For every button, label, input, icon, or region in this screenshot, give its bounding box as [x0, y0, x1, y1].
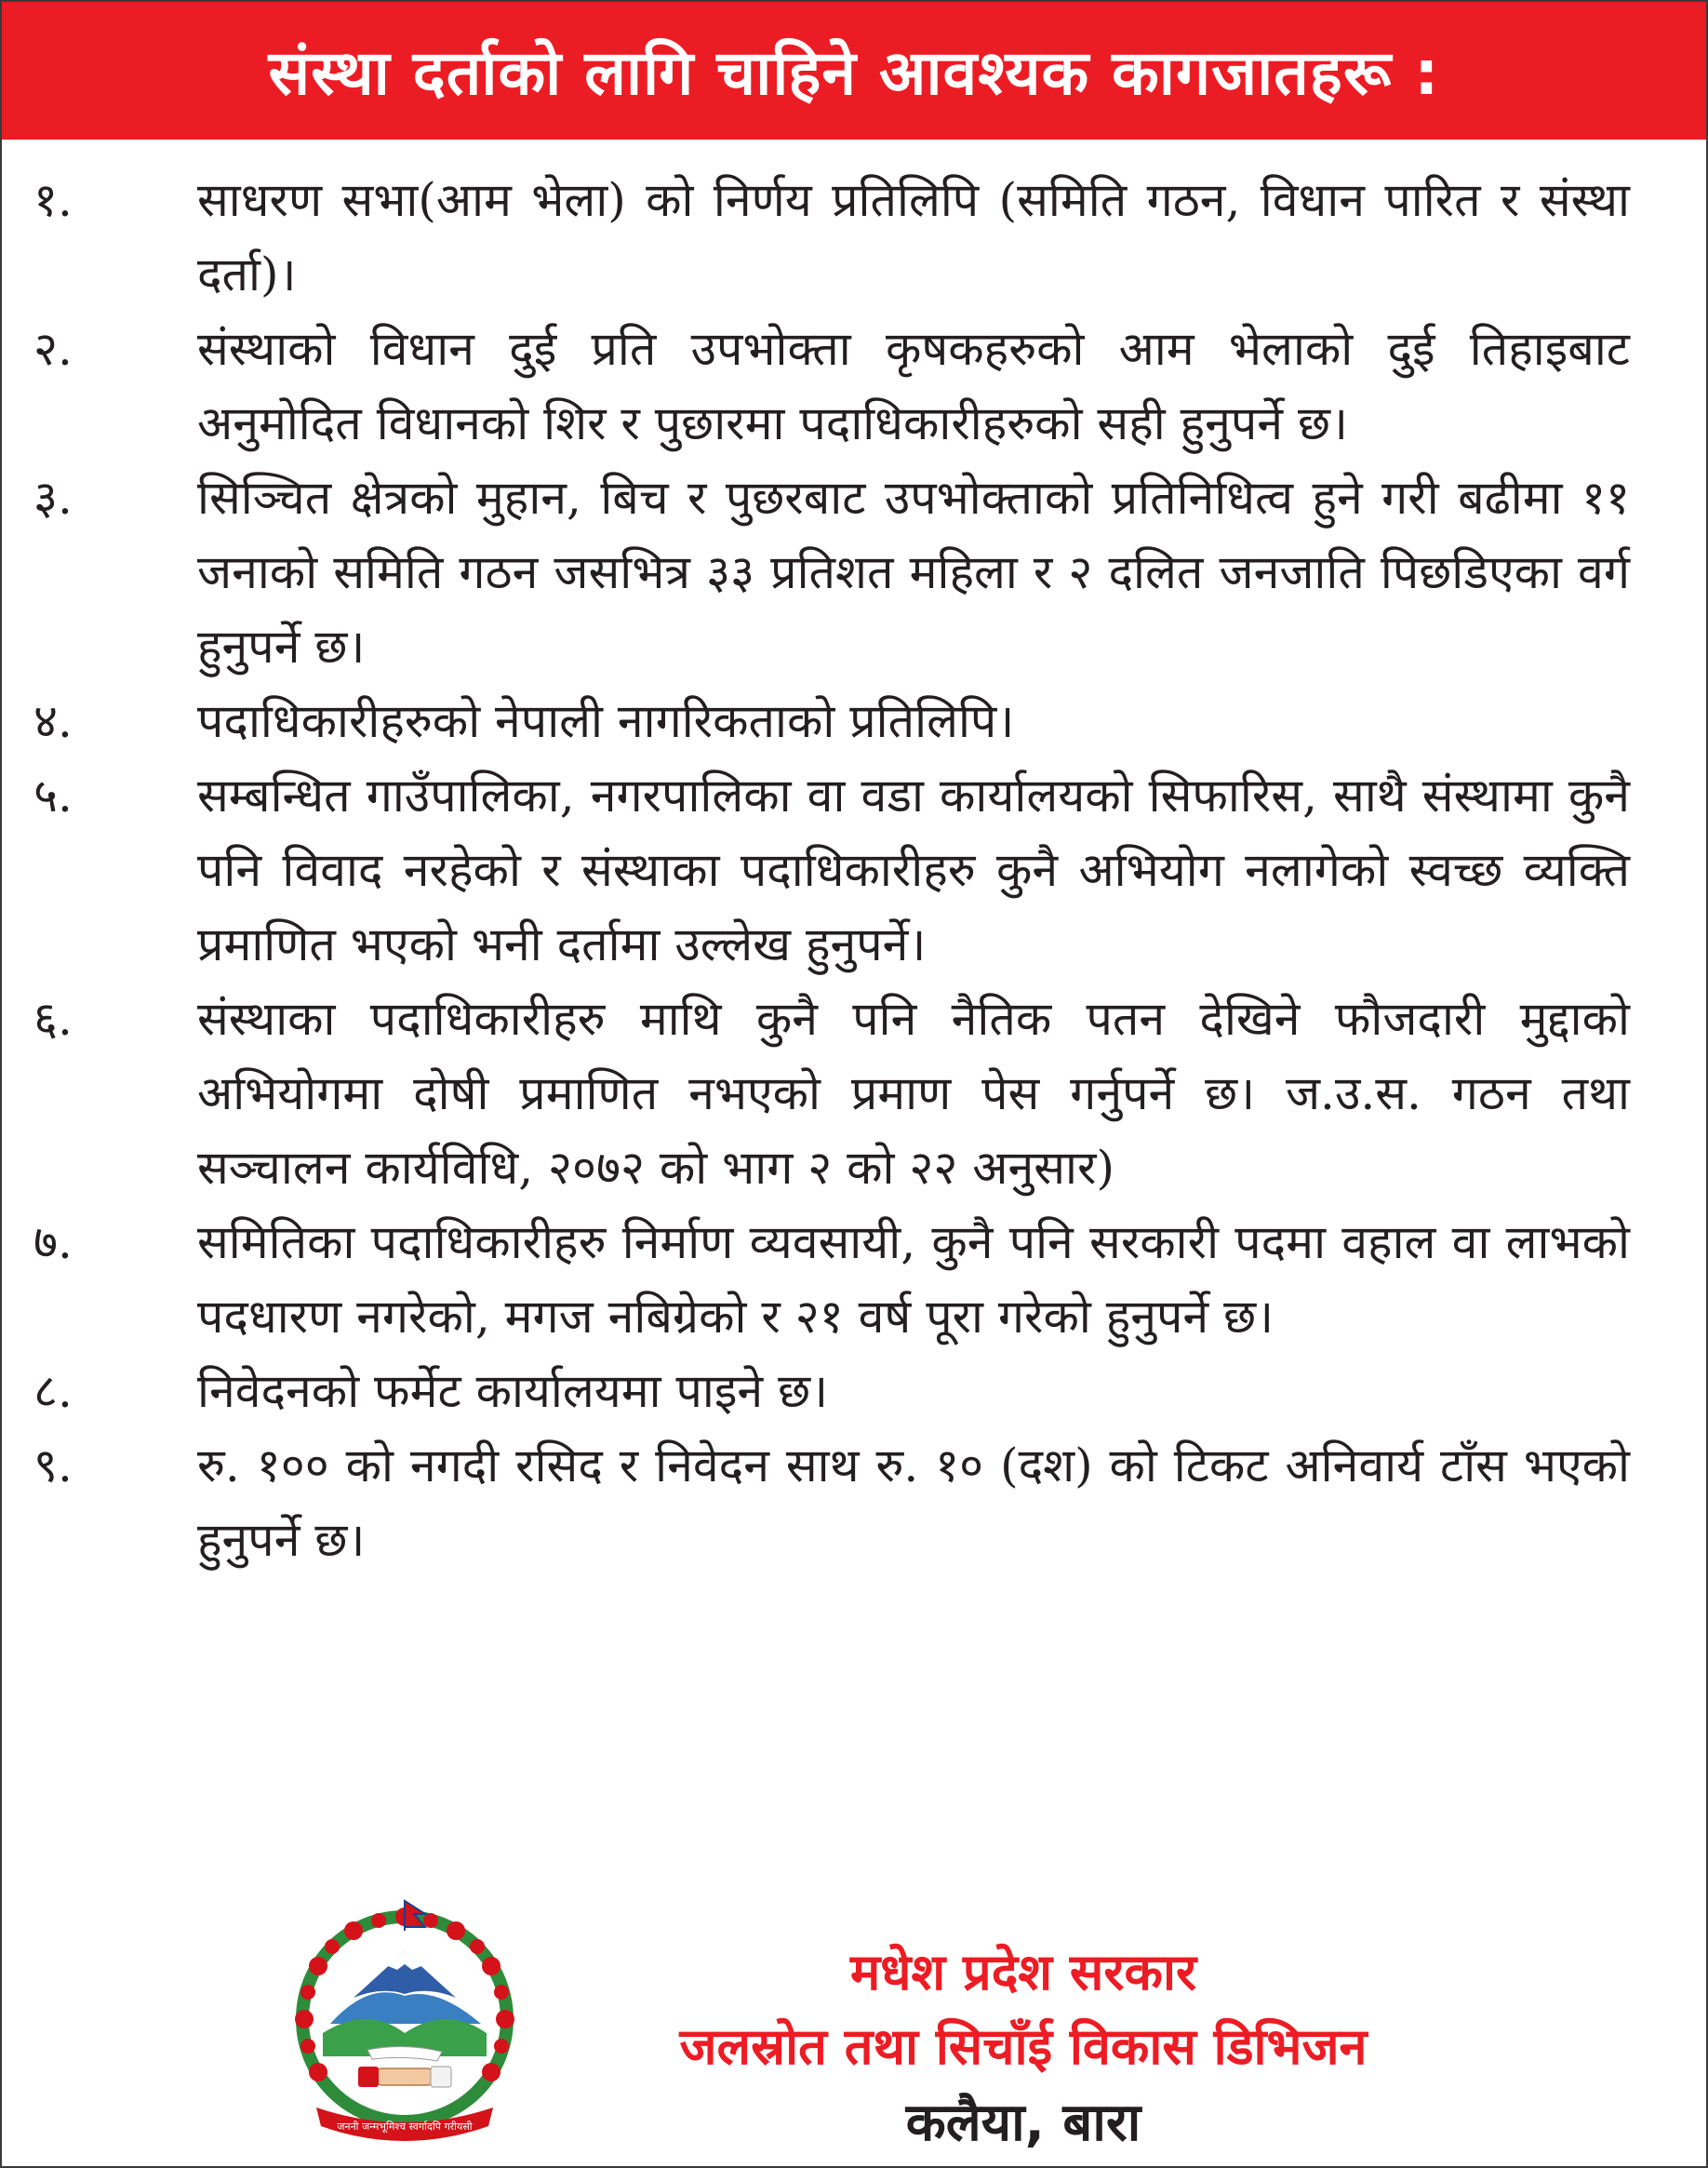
list-item: [0, 1205, 1708, 1354]
item-text: सम्बन्धित गाउँपालिका, नगरपालिका वा वडा कार्यालयको सिफारिस, साथै संस्थामा कुनै पनि विवाद नरहेको र संस्थाका पदाधिकारीहरु कुनै अभियोग नलागेको स्वच्छ व्यक्ति प्रमाणित भएको भनी दर्तामा उल्लेख हुनुपर्ने।: [197, 769, 1630, 971]
office-block: [605, 1935, 1442, 2162]
item-text: साधरण सभा(आम भेला) को निर्णय प्रतिलिपि (समिति गठन, विधान पारित र संस्था दर्ता)।: [197, 173, 1630, 301]
item-number: ६.: [33, 992, 73, 1046]
government-name: मधेश प्रदेश सरकार: [849, 1943, 1197, 2001]
item-number: २.: [33, 322, 73, 376]
item-text: रु. १०० को नगदी रसिद र निवेदन साथ रु. १० (दश) को टिकट अनिवार्य टाँस भएको हुनुपर्ने छ।: [197, 1439, 1630, 1567]
list-item: [0, 312, 1708, 461]
list-item: [0, 684, 1708, 758]
page-title: संस्था दर्ताको लागि चाहिने आवश्यक कागजातहरू :: [268, 37, 1440, 109]
list-item: [0, 758, 1708, 982]
emblem-motto: जननी जन्मभूमिश्च स्वर्गादपि गरीयसी: [337, 2121, 473, 2133]
item-number: ५.: [33, 769, 73, 823]
item-number: ४.: [33, 694, 73, 748]
list-item: [0, 461, 1708, 684]
footer: [0, 1894, 1708, 2168]
item-number: ३.: [33, 471, 73, 525]
item-number: ९.: [33, 1439, 73, 1492]
office-location: कलैया, बारा: [905, 2093, 1141, 2153]
list-item: [0, 982, 1708, 1205]
list-item: [0, 1354, 1708, 1428]
item-number: ७.: [33, 1215, 73, 1269]
item-text: समितिका पदाधिकारीहरु निर्माण व्यवसायी, कुनै पनि सरकारी पदमा वहाल वा लाभको पदधारण नगरेको, मगज नबिग्रेको र २१ वर्ष पूरा गरेको हुनुपर्ने छ।: [197, 1215, 1630, 1344]
list-item: [0, 163, 1708, 312]
item-number: ८.: [33, 1364, 73, 1418]
item-text: सिञ्चित क्षेत्रको मुहान, बिच र पुछरबाट उपभोक्ताको प्रतिनिधित्व हुने गरी बढीमा ११ जनाको समिति गठन जसभित्र ३३ प्रतिशत महिला र २ दलित जनजाति पिछडिएका वर्ग हुनुपर्ने छ।: [197, 471, 1630, 674]
item-text: संस्थाको विधान दुई प्रति उपभोक्ता कृषकहरुको आम भेलाको दुई तिहाइबाट अनुमोदित विधानको शिर र पुछारमा पदाधिकारीहरुको सही हुनुपर्ने छ।: [197, 322, 1630, 450]
item-number: १.: [33, 173, 73, 227]
nepal-emblem-icon: [265, 1894, 544, 2154]
item-text: संस्थाका पदाधिकारीहरु माथि कुनै पनि नैतिक पतन देखिने फौजदारी मुद्दाको अभियोगमा दोषी प्रमाणित नभएको प्रमाण पेस गर्नुपर्ने छ। ज.उ.स. गठन तथा सञ्चालन कार्यविधि, २०७२ को भाग २ को २२ अनुसार): [197, 992, 1630, 1195]
division-name: जलस्रोत तथा सिचाँई विकास डिभिजन: [679, 2017, 1368, 2076]
list-item: [0, 1428, 1708, 1577]
item-text: पदाधिकारीहरुको नेपाली नागरिकताको प्रतिलिपि।: [197, 694, 1015, 748]
item-text: निवेदनको फर्मेट कार्यालयमा पाइने छ।: [197, 1364, 829, 1418]
requirements-list: [0, 163, 1708, 1577]
header-banner: [2, 2, 1706, 140]
